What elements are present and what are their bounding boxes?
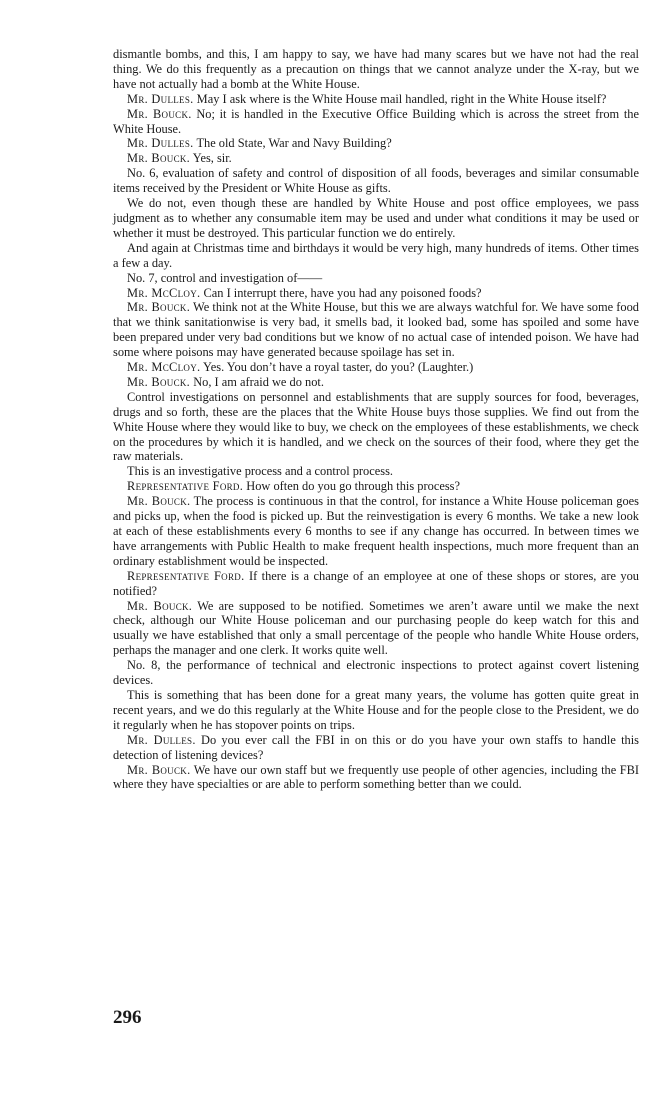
paragraph-text: No, I am afraid we do not. <box>193 374 324 389</box>
speaker-name: Mr. Dulles. <box>127 136 194 151</box>
testimony-paragraph <box>113 599 639 659</box>
paragraph <box>113 658 639 688</box>
paragraph <box>113 166 639 196</box>
paragraph-text: The process is continuous in that the control, for instance a White House policeman goes and picks up, when the food is picked up. But the reinvestigation is every 6 months. We take a new look at each of these establishments every 6 months to see if any change has occurred. In between times we have arrangements with Public Health to make frequent health inspections, much more frequent than an ordinary establishment would be inspected. <box>113 494 639 568</box>
paragraph-text: The old State, War and Navy Building? <box>196 136 392 151</box>
paragraph-text: Control investigations on personnel and establishments that are supply sources for food, beverages, drugs and so forth, these are the places that the White House buys those supplies. We find out from the White House where they would like to buy, we check on the employees of these establishments, we check on the procedures by which it is handled, and we check on the sources of their food, where they get the raw materials. <box>113 389 639 464</box>
speaker-name: Mr. Bouck. <box>127 300 191 315</box>
paragraph <box>113 688 639 733</box>
paragraph-text: No; it is handled in the Executive Office Building which is across the street from the White House. <box>113 106 639 136</box>
paragraph-text: Yes, sir. <box>192 151 232 166</box>
testimony-paragraph <box>113 569 639 599</box>
testimony-paragraph <box>113 494 639 569</box>
paragraph <box>113 196 639 241</box>
paragraph-text: We think not at the White House, but this we are always watchful for. We have some food that we think sanitationwise is very bad, it smells bad, it looked bad, some has spoiled and some have been prepared under very bad conditions but we know of no actual case of intended poison. We have had some where poisons may have generated because spoilage has set in. <box>113 300 639 360</box>
speaker-name: Mr. Bouck. <box>127 494 191 509</box>
paragraph <box>113 390 639 465</box>
paragraph-text: This is something that has been done for a great many years, the volume has gotten quite great in recent years, and we do this regularly at the White House and for the people close to the President, we do it regularly when he has stopover points on trips. <box>113 687 639 732</box>
paragraph <box>113 241 639 271</box>
testimony-paragraph <box>113 479 639 494</box>
testimony-paragraph <box>113 92 639 107</box>
paragraph-text: Do you ever call the FBI in on this or do you have your own staffs to handle this detection of listening devices? <box>113 732 639 762</box>
paragraph-text: Can I interrupt there, have you had any poisoned foods? <box>203 285 482 300</box>
speaker-name: Mr. Bouck. <box>127 598 193 613</box>
paragraph-text: This is an investigative process and a control process. <box>127 464 393 479</box>
paragraph-text: If there is a change of an employee at one of these shops or stores, are you notified? <box>113 568 639 598</box>
paragraph-text: And again at Christmas time and birthdays it would be very high, many hundreds of items. Other times a few a day. <box>113 240 639 270</box>
speaker-name: Mr. Bouck. <box>127 151 191 166</box>
testimony-paragraph <box>113 375 639 390</box>
paragraph <box>113 271 639 286</box>
testimony-paragraph <box>113 300 639 360</box>
paragraph <box>113 464 639 479</box>
paragraph-text: We do not, even though these are handled by White House and post office employees, we pass judgment as to whether any consumable item may be used and under what conditions it may be used or whether it must be destroyed. This particular function we do entirely. <box>113 196 639 240</box>
speaker-name: Mr. Dulles. <box>127 732 196 747</box>
speaker-name: Mr. McCloy. <box>127 360 201 375</box>
paragraph-text: Yes. You don’t have a royal taster, do you? (Laughter.) <box>203 360 474 375</box>
paragraph-text: We are supposed to be notified. Sometimes we aren’t aware until we make the next check, although our White House policeman and our purchasing people do keep watch for this and usually we have established that only a small percentage of the people who handle White House orders, perhaps the manager and one clerk. It works quite well. <box>113 598 639 658</box>
paragraph-text: No. 6, evaluation of safety and control of disposition of all foods, beverages and similar consumable items received by the President or White House as gifts. <box>113 166 639 196</box>
paragraph <box>113 47 639 92</box>
paragraph-text: No. 8, the performance of technical and electronic inspections to protect against covert listening devices. <box>113 658 639 688</box>
speaker-name: Mr. Dulles. <box>127 91 194 106</box>
speaker-name: Mr. Bouck. <box>127 106 192 121</box>
paragraph-text: dismantle bombs, and this, I am happy to say, we have had many scares but we have not had the real thing. We do this frequently as a precaution on things that we cannot analyze under the X-ray, but we have not actually had a bomb at the White House. <box>113 47 639 91</box>
speaker-name: Representative Ford. <box>127 479 244 494</box>
speaker-name: Mr. Bouck. <box>127 762 191 777</box>
page-number: 296 <box>113 1007 142 1028</box>
testimony-paragraph <box>113 107 639 137</box>
testimony-paragraph <box>113 136 639 151</box>
paragraph-text: No. 7, control and investigation of—— <box>127 270 323 285</box>
testimony-paragraph <box>113 286 639 301</box>
testimony-paragraph <box>113 360 639 375</box>
page-body <box>113 47 639 792</box>
paragraph-text: How often do you go through this process? <box>246 479 460 494</box>
testimony-paragraph <box>113 733 639 763</box>
testimony-paragraph <box>113 151 639 166</box>
paragraph-text: May I ask where is the White House mail handled, right in the White House itself? <box>196 91 607 106</box>
testimony-paragraph <box>113 763 639 793</box>
speaker-name: Representative Ford. <box>127 568 245 583</box>
speaker-name: Mr. Bouck. <box>127 374 191 389</box>
paragraph-text: We have our own staff but we frequently use people of other agencies, including the FBI where they have specialties or are able to perform something better than we could. <box>113 762 639 792</box>
speaker-name: Mr. McCloy. <box>127 285 201 300</box>
